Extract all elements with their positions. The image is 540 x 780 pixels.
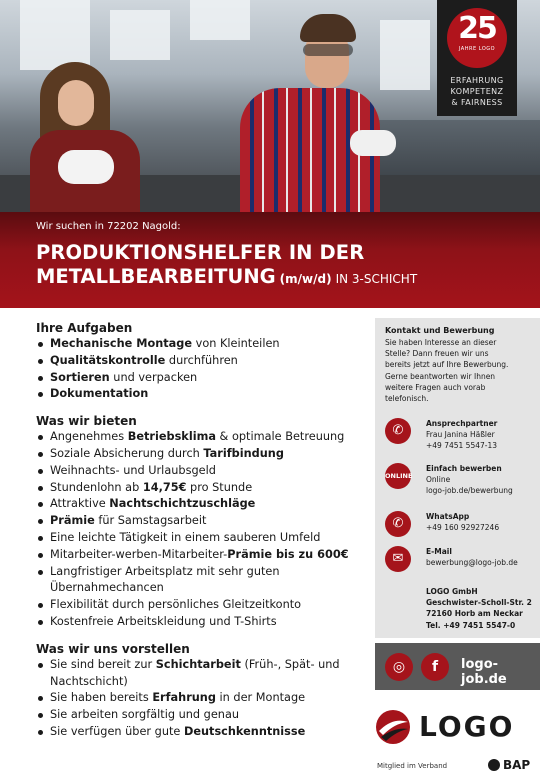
item-text: Weihnachts- und Urlaubsgeld xyxy=(50,463,216,477)
address-line: Geschwister-Scholl-Str. 2 xyxy=(426,598,532,608)
contact-heading: Kontakt und Bewerbung xyxy=(385,326,495,335)
item-text: Sie verfügen über gute xyxy=(50,724,184,738)
company-address xyxy=(426,586,538,631)
whatsapp-icon[interactable]: ✆ xyxy=(385,511,411,537)
badge-line: & FAIRNESS xyxy=(451,98,503,107)
instagram-icon[interactable]: ◎ xyxy=(385,653,413,681)
item-text: von Kleinteilen xyxy=(192,337,280,350)
contact-line: +49 160 92927246 xyxy=(426,523,500,533)
list-item xyxy=(36,707,366,724)
item-text: Stundenlohn ab xyxy=(50,480,143,494)
section-heading-offer: Was wir bieten xyxy=(36,414,137,429)
offer-list xyxy=(36,429,366,631)
facebook-icon[interactable]: f xyxy=(421,653,449,681)
item-text: durchführen xyxy=(165,353,238,367)
item-text: Sie sind bereit zur xyxy=(50,657,156,671)
list-item xyxy=(36,463,366,480)
list-item xyxy=(36,429,366,446)
item-emphasis: Nachtschichtzuschläge xyxy=(109,497,256,511)
item-emphasis: Qualitätskontrolle xyxy=(50,353,166,367)
contact-line: logo-job.de/bewerbung xyxy=(426,486,513,496)
item-emphasis: Mechanische Montage xyxy=(50,337,193,350)
bap-mark-icon xyxy=(488,759,500,771)
item-text: und verpacken xyxy=(109,370,198,384)
contact-text xyxy=(426,463,538,497)
list-item xyxy=(36,496,366,513)
list-item xyxy=(36,370,366,387)
membership-text: Mitglied im Verband xyxy=(377,762,448,770)
list-item xyxy=(36,690,366,707)
badge-line: ERFAHRUNG xyxy=(450,76,504,85)
social-bar xyxy=(375,643,540,690)
address-line: 72160 Horb am Neckar xyxy=(426,609,523,619)
job-title-main: METALLBEARBEITUNG xyxy=(36,265,276,288)
badge-line: KOMPETENZ xyxy=(450,87,504,96)
contact-sidebar xyxy=(375,318,540,638)
item-text: & optimale Betreuung xyxy=(215,430,345,444)
item-text: pro Stunde xyxy=(186,480,253,494)
job-title-line1: PRODUKTIONSHELFER IN DER xyxy=(36,241,365,264)
list-item xyxy=(36,446,366,463)
address-line: LOGO GmbH xyxy=(426,587,478,596)
tasks-list xyxy=(36,336,366,403)
item-emphasis: Prämie xyxy=(50,514,95,528)
job-details xyxy=(36,320,366,751)
item-text: Soziale Absicherung durch xyxy=(50,446,204,460)
item-text: Eine leichte Tätigkeit in einem sauberen Umfeld xyxy=(50,530,321,544)
contact-line: +49 7451 5547-13 xyxy=(426,441,498,451)
list-item xyxy=(36,597,366,614)
contact-line: Online xyxy=(426,475,451,485)
item-text: Kostenfreie Arbeitskleidung und T-Shirts xyxy=(50,614,277,628)
list-item xyxy=(36,336,366,353)
section-heading-profile: Was wir uns vorstellen xyxy=(36,641,190,656)
contact-text xyxy=(426,511,538,533)
contact-intro: Sie haben Interesse an dieser Stelle? Dann freuen wir uns bereits jetzt auf Ihre Bewerbung. Gerne beantworten wir Ihnen weitere Fragen auch vorab telefonisch. xyxy=(385,338,509,404)
profile-list xyxy=(36,657,366,741)
phone-icon[interactable]: ✆ xyxy=(385,418,411,444)
item-emphasis: 14,75€ xyxy=(142,480,187,494)
contact-line: Ansprechpartner xyxy=(426,419,498,428)
badge-sub: JAHRE LOGO xyxy=(458,46,496,52)
website-link[interactable]: logo-job.de xyxy=(461,657,507,687)
item-text: Attraktive xyxy=(50,497,110,511)
location-kicker: Wir suchen in 72202 Nagold: xyxy=(36,221,181,232)
gender-note: (m/w/d) xyxy=(279,272,332,286)
contact-line: E-Mail xyxy=(426,547,452,556)
item-emphasis: Prämie bis zu 600€ xyxy=(227,547,349,561)
contact-text xyxy=(426,546,538,568)
address-line: Tel. +49 7451 5547-0 xyxy=(426,620,516,630)
item-text: Angenehmes xyxy=(50,430,128,444)
logo-wordmark: LOGO xyxy=(419,710,515,743)
item-emphasis: Deutschkenntnisse xyxy=(183,724,306,738)
anniversary-badge xyxy=(437,0,517,116)
item-emphasis: Schichtarbeit xyxy=(155,657,241,671)
list-item xyxy=(36,386,366,403)
item-emphasis: Dokumentation xyxy=(50,387,149,401)
list-item xyxy=(36,530,366,547)
item-text: in der Montage xyxy=(215,691,306,705)
bap-logo xyxy=(488,758,530,772)
item-text: Langfristiger Arbeitsplatz mit sehr guten Übernahmechancen xyxy=(50,564,280,595)
logo-mark-icon xyxy=(375,709,411,745)
job-title-line2 xyxy=(36,265,417,288)
item-emphasis: Betriebsklima xyxy=(127,430,216,444)
list-item xyxy=(36,480,366,497)
list-item xyxy=(36,614,366,631)
item-emphasis: Erfahrung xyxy=(152,691,216,705)
item-text: Mitarbeiter-werben-Mitarbeiter- xyxy=(50,547,228,561)
contact-line: Einfach bewerben xyxy=(426,464,502,473)
company-logo xyxy=(375,705,535,745)
shift-note: IN 3-SCHICHT xyxy=(335,272,418,286)
list-item xyxy=(36,547,366,564)
item-text: für Samstagsarbeit xyxy=(94,514,207,528)
item-text: Sie haben bereits xyxy=(50,691,153,705)
list-item xyxy=(36,724,366,741)
item-text: Flexibilität durch persönliches Gleitzeitkonto xyxy=(50,598,302,612)
title-band xyxy=(0,212,540,308)
item-text: (Früh-, Spät- und Nachtschicht) xyxy=(50,657,340,688)
mail-icon[interactable]: ✉ xyxy=(385,546,411,572)
list-item xyxy=(36,353,366,370)
bap-label: BAP xyxy=(503,758,531,772)
list-item xyxy=(36,657,366,691)
item-emphasis: Tarifbindung xyxy=(203,446,284,460)
online-apply-icon[interactable]: ONLINE xyxy=(385,463,411,489)
contact-line: Frau Janina Häßler xyxy=(426,430,495,440)
badge-number: 25 xyxy=(458,11,496,46)
contact-line: WhatsApp xyxy=(426,512,470,521)
section-heading-tasks: Ihre Aufgaben xyxy=(36,321,133,335)
hero-photo xyxy=(0,0,540,212)
contact-text xyxy=(426,418,538,452)
item-text: Sie arbeiten sorgfältig und genau xyxy=(50,708,240,722)
contact-line: bewerbung@logo-job.de xyxy=(426,558,518,568)
list-item xyxy=(36,513,366,530)
list-item xyxy=(36,564,366,598)
item-emphasis: Sortieren xyxy=(50,370,110,384)
